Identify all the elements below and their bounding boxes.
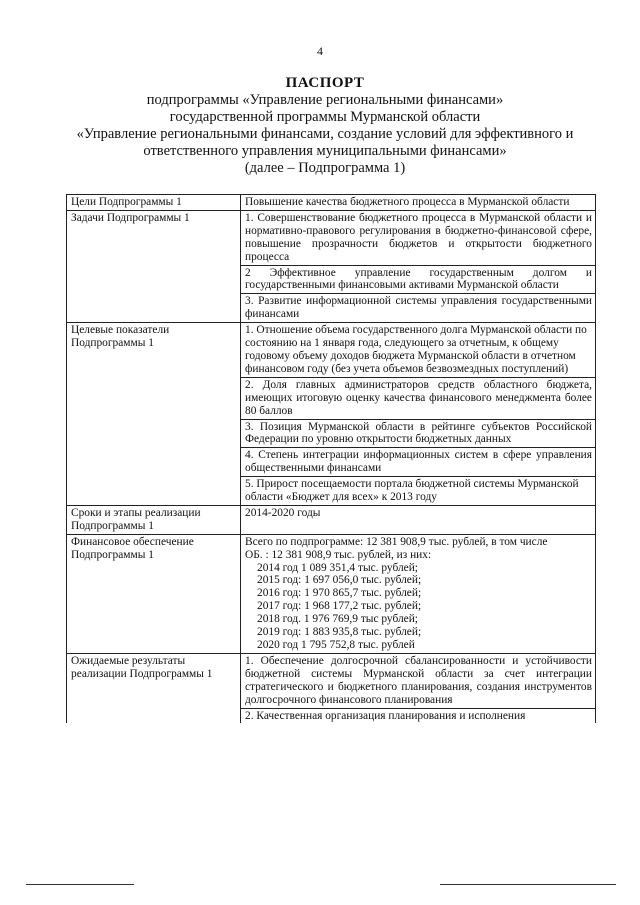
row-terms — [67, 505, 596, 534]
financing-ob: ОБ. : 12 381 908,9 тыс. рублей, из них: — [245, 548, 432, 561]
result-item: 2. Качественная организация планирования и исполнения — [241, 708, 596, 723]
financing-year: 2015 год: 1 697 056,0 тыс. рублей; — [257, 574, 422, 587]
terms-label: Сроки и этапы реализации Подпрограммы 1 — [67, 505, 241, 534]
financing-label: Финансовое обеспечение Подпрограммы 1 — [67, 534, 241, 653]
task-item: 3. Развитие информационной системы управления государственными финансами — [241, 294, 596, 323]
financing-year: 2017 год: 1 968 177,2 тыс. рублей; — [257, 600, 422, 613]
subtitle-line: государственной программы Мурманской области — [169, 109, 481, 125]
task-item: 2 Эффективное управление государственным долгом и государственными финансовыми активами Мурманской области — [241, 265, 596, 294]
page-number: 4 — [317, 44, 323, 58]
indicator-item: 5. Прирост посещаемости портала бюджетной системы Мурманской области «Бюджет для всех» к 2013 году — [241, 477, 596, 506]
financing-year: 2016 год: 1 970 865,7 тыс. рублей; — [257, 587, 422, 600]
row-results — [67, 653, 596, 708]
document-title: ПАСПОРТ — [285, 75, 365, 91]
passport-table — [66, 194, 596, 723]
indicator-item: 3. Позиция Мурманской области в рейтинге субъектов Российской Федерации по уровню открытости бюджетных данных — [241, 419, 596, 448]
financing-year: 2014 год 1 089 351,4 тыс. рублей; — [257, 561, 418, 574]
title-block — [40, 74, 610, 177]
indicators-label: Целевые показатели Подпрограммы 1 — [67, 323, 241, 506]
financing-total: Всего по подпрограмме: 12 381 908,9 тыс. рублей, в том числе — [245, 535, 548, 548]
financing-year: 2020 год 1 795 752,8 тыс. рублей — [257, 639, 415, 651]
row-financing — [67, 534, 596, 653]
indicator-item: 4. Степень интеграции информационных систем в сфере управления общественными финансами — [241, 448, 596, 477]
subtitle-line: (далее – Подпрограмма 1) — [244, 160, 406, 176]
row-indicators — [67, 323, 596, 378]
goals-label: Цели Подпрограммы 1 — [67, 195, 241, 211]
financing-year: 2018 год. 1 976 769,9 тыс рублей; — [257, 613, 418, 626]
financing-value — [241, 534, 596, 653]
goals-value: Повышение качества бюджетного процесса в Мурманской области — [241, 195, 596, 211]
terms-value: 2014-2020 годы — [241, 505, 596, 534]
row-goals — [67, 195, 596, 211]
indicator-item: 2. Доля главных администраторов средств областного бюджета, имеющих итоговую оценку качества финансового менеджмента более 80 баллов — [241, 377, 596, 419]
footer-rule-right — [440, 884, 616, 885]
subtitle-line: «Управление региональными финансами, создание условий для эффективного и — [76, 126, 574, 142]
row-tasks — [67, 210, 596, 265]
footer-rule-left — [26, 884, 134, 885]
subtitle-line: ответственного управления муниципальными финансами» — [143, 143, 507, 159]
indicator-item: 1. Отношение объема государственного долга Мурманской области по состоянию на 1 января года, следующего за отчетным, к общему годовому объему доходов бюджета Мурманской области в отчетном финансовом году (без учета объемов безвозмездных поступлений) — [241, 323, 596, 378]
subtitle-line: подпрограммы «Управление региональными финансами» — [146, 92, 504, 108]
tasks-label: Задачи Подпрограммы 1 — [67, 210, 241, 322]
financing-year: 2019 год: 1 883 935,8 тыс. рублей; — [257, 626, 422, 639]
results-label: Ожидаемые результаты реализации Подпрограммы 1 — [67, 653, 241, 723]
task-item: 1. Совершенствование бюджетного процесса в Мурманской области и нормативно-правового регулирования в бюджетно-финансовой сфере, повышение прозрачности бюджетов и открытости бюджетного процесса — [241, 210, 596, 265]
result-item: 1. Обеспечение долгосрочной сбалансированности и устойчивости бюджетной системы Мурманской области за счет интеграции стратегического и бюджетного планирования, создания инструментов долгосрочного финансового планирования — [241, 653, 596, 708]
